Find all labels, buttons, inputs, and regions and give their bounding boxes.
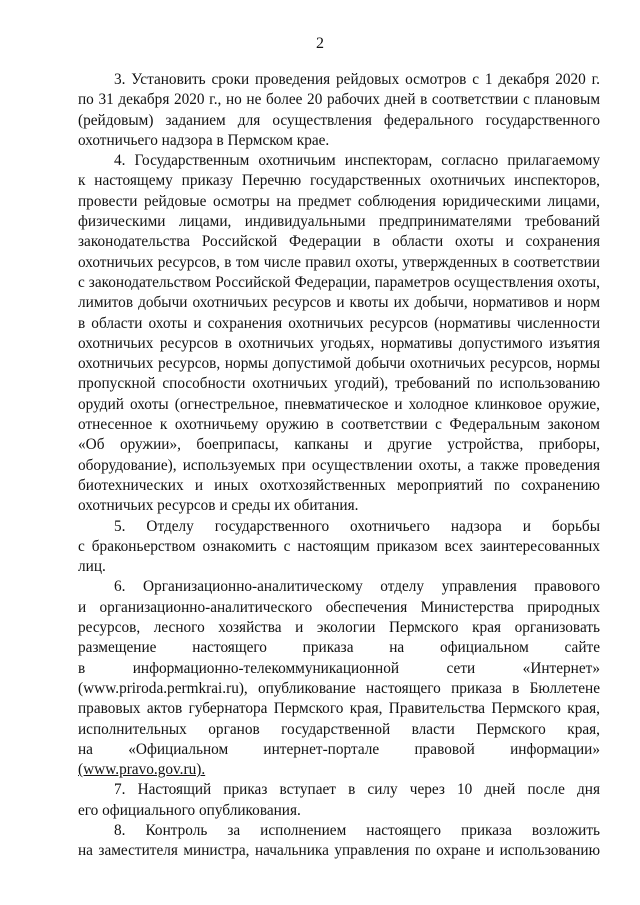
text-line: охотничьего надзора в Пермском крае. [78, 131, 330, 149]
paragraph-8 [78, 821, 600, 862]
text-line: охотничьих ресурсов в охотничьих угодьях, нормативы допустимого изъятия [78, 334, 600, 352]
text-line: 6. Организационно-аналитическому отделу управления правового [114, 578, 600, 596]
pravo-gov-link[interactable]: (www.pravo.gov.ru). [78, 761, 206, 779]
text-line: 3. Установить сроки проведения рейдовых осмотров с 1 декабря 2020 г. [114, 71, 600, 88]
text-line: его официального опубликования. [78, 801, 301, 819]
text-line: по 31 декабря 2020 г., но не более 20 рабочих дней в соответствии с плановым [78, 91, 600, 109]
text-line: исполнительных органов государственной власти Пермского края, [78, 720, 600, 738]
text-line: охотничьих ресурсов и среды их обитания. [78, 497, 359, 515]
text-line: лимитов добычи охотничьих ресурсов и квоты их добычи, нормативов и норм [78, 294, 600, 312]
text-line: лиц. [78, 558, 106, 576]
text-line: 7. Настоящий приказ вступает в силу через 10 дней после дня [114, 781, 600, 799]
text-line: и организационно-аналитического обеспечения Министерства природных [78, 598, 600, 616]
text-line: законодательства Российской Федерации в области охоты и сохранения [78, 233, 600, 251]
text-line: отнесенное к охотничьему оружию в соответствии с Федеральным законом [78, 416, 600, 434]
text-line: пропускной способности охотничьих угодий), требований по использованию [78, 375, 600, 393]
paragraph-7 [78, 780, 600, 821]
text-line: к настоящему приказу Перечню государственных охотничьих инспекторов, [78, 172, 600, 190]
paragraph-4 [78, 151, 600, 516]
paragraph-3 [78, 70, 600, 151]
text-line: на заместителя министра, начальника управления по охране и использованию [78, 842, 600, 860]
text-line: в информационно-телекоммуникационной сети «Интернет» [78, 659, 600, 677]
text-line: на «Официальном интернет-портале правовой информации» [78, 740, 600, 758]
paragraph-6 [78, 577, 600, 780]
text-line: биотехнических и иных охотхозяйственных мероприятий по сохранению [78, 476, 600, 494]
paragraph-5 [78, 517, 600, 578]
text-line: охотничьих ресурсов, нормы допустимой добычи охотничьих ресурсов, нормы [78, 355, 600, 373]
page-number: 2 [316, 35, 324, 52]
text-line: оборудование), используемых при осуществлении охоты, а также проведения [78, 456, 600, 474]
text-line: с браконьерством ознакомить с настоящим приказом всех заинтересованных [78, 537, 600, 555]
text-line: провести рейдовые осмотры на предмет соблюдения юридическими лицами, [78, 192, 600, 210]
text-line: 5. Отделу государственного охотничьего надзора и борьбы [114, 517, 600, 535]
text-line: размещение настоящего приказа на официальном сайте [78, 639, 600, 657]
text-line: 8. Контроль за исполнением настоящего приказа возложить [114, 821, 600, 839]
text-line: (www.priroda.permkrai.ru), опубликование настоящего приказа в Бюллетене [78, 679, 600, 697]
text-line: с законодательством Российской Федерации, параметров осуществления охоты, [78, 273, 600, 291]
text-line: физическими лицами, индивидуальными предпринимателями требований [78, 213, 600, 231]
text-line: ресурсов, лесного хозяйства и экологии Пермского края организовать [78, 619, 600, 637]
document-body [78, 70, 600, 862]
text-line: орудий охоты (огнестрельное, пневматическое и холодное клинковое оружие, [78, 395, 600, 413]
text-line: 4. Государственным охотничьим инспекторам, согласно прилагаемому [114, 152, 600, 170]
text-line: «Об оружии», боеприпасы, капканы и другие устройства, приборы, [78, 436, 600, 454]
text-line: охотничьих ресурсов, в том числе правил охоты, утвержденных в соответствии [78, 253, 600, 271]
text-line: в области охоты и сохранения охотничьих ресурсов (нормативы численности [78, 314, 600, 332]
text-line: (рейдовым) заданием для осуществления федерального государственного [78, 111, 600, 129]
text-line: правовых актов губернатора Пермского края, Правительства Пермского края, [78, 700, 600, 718]
